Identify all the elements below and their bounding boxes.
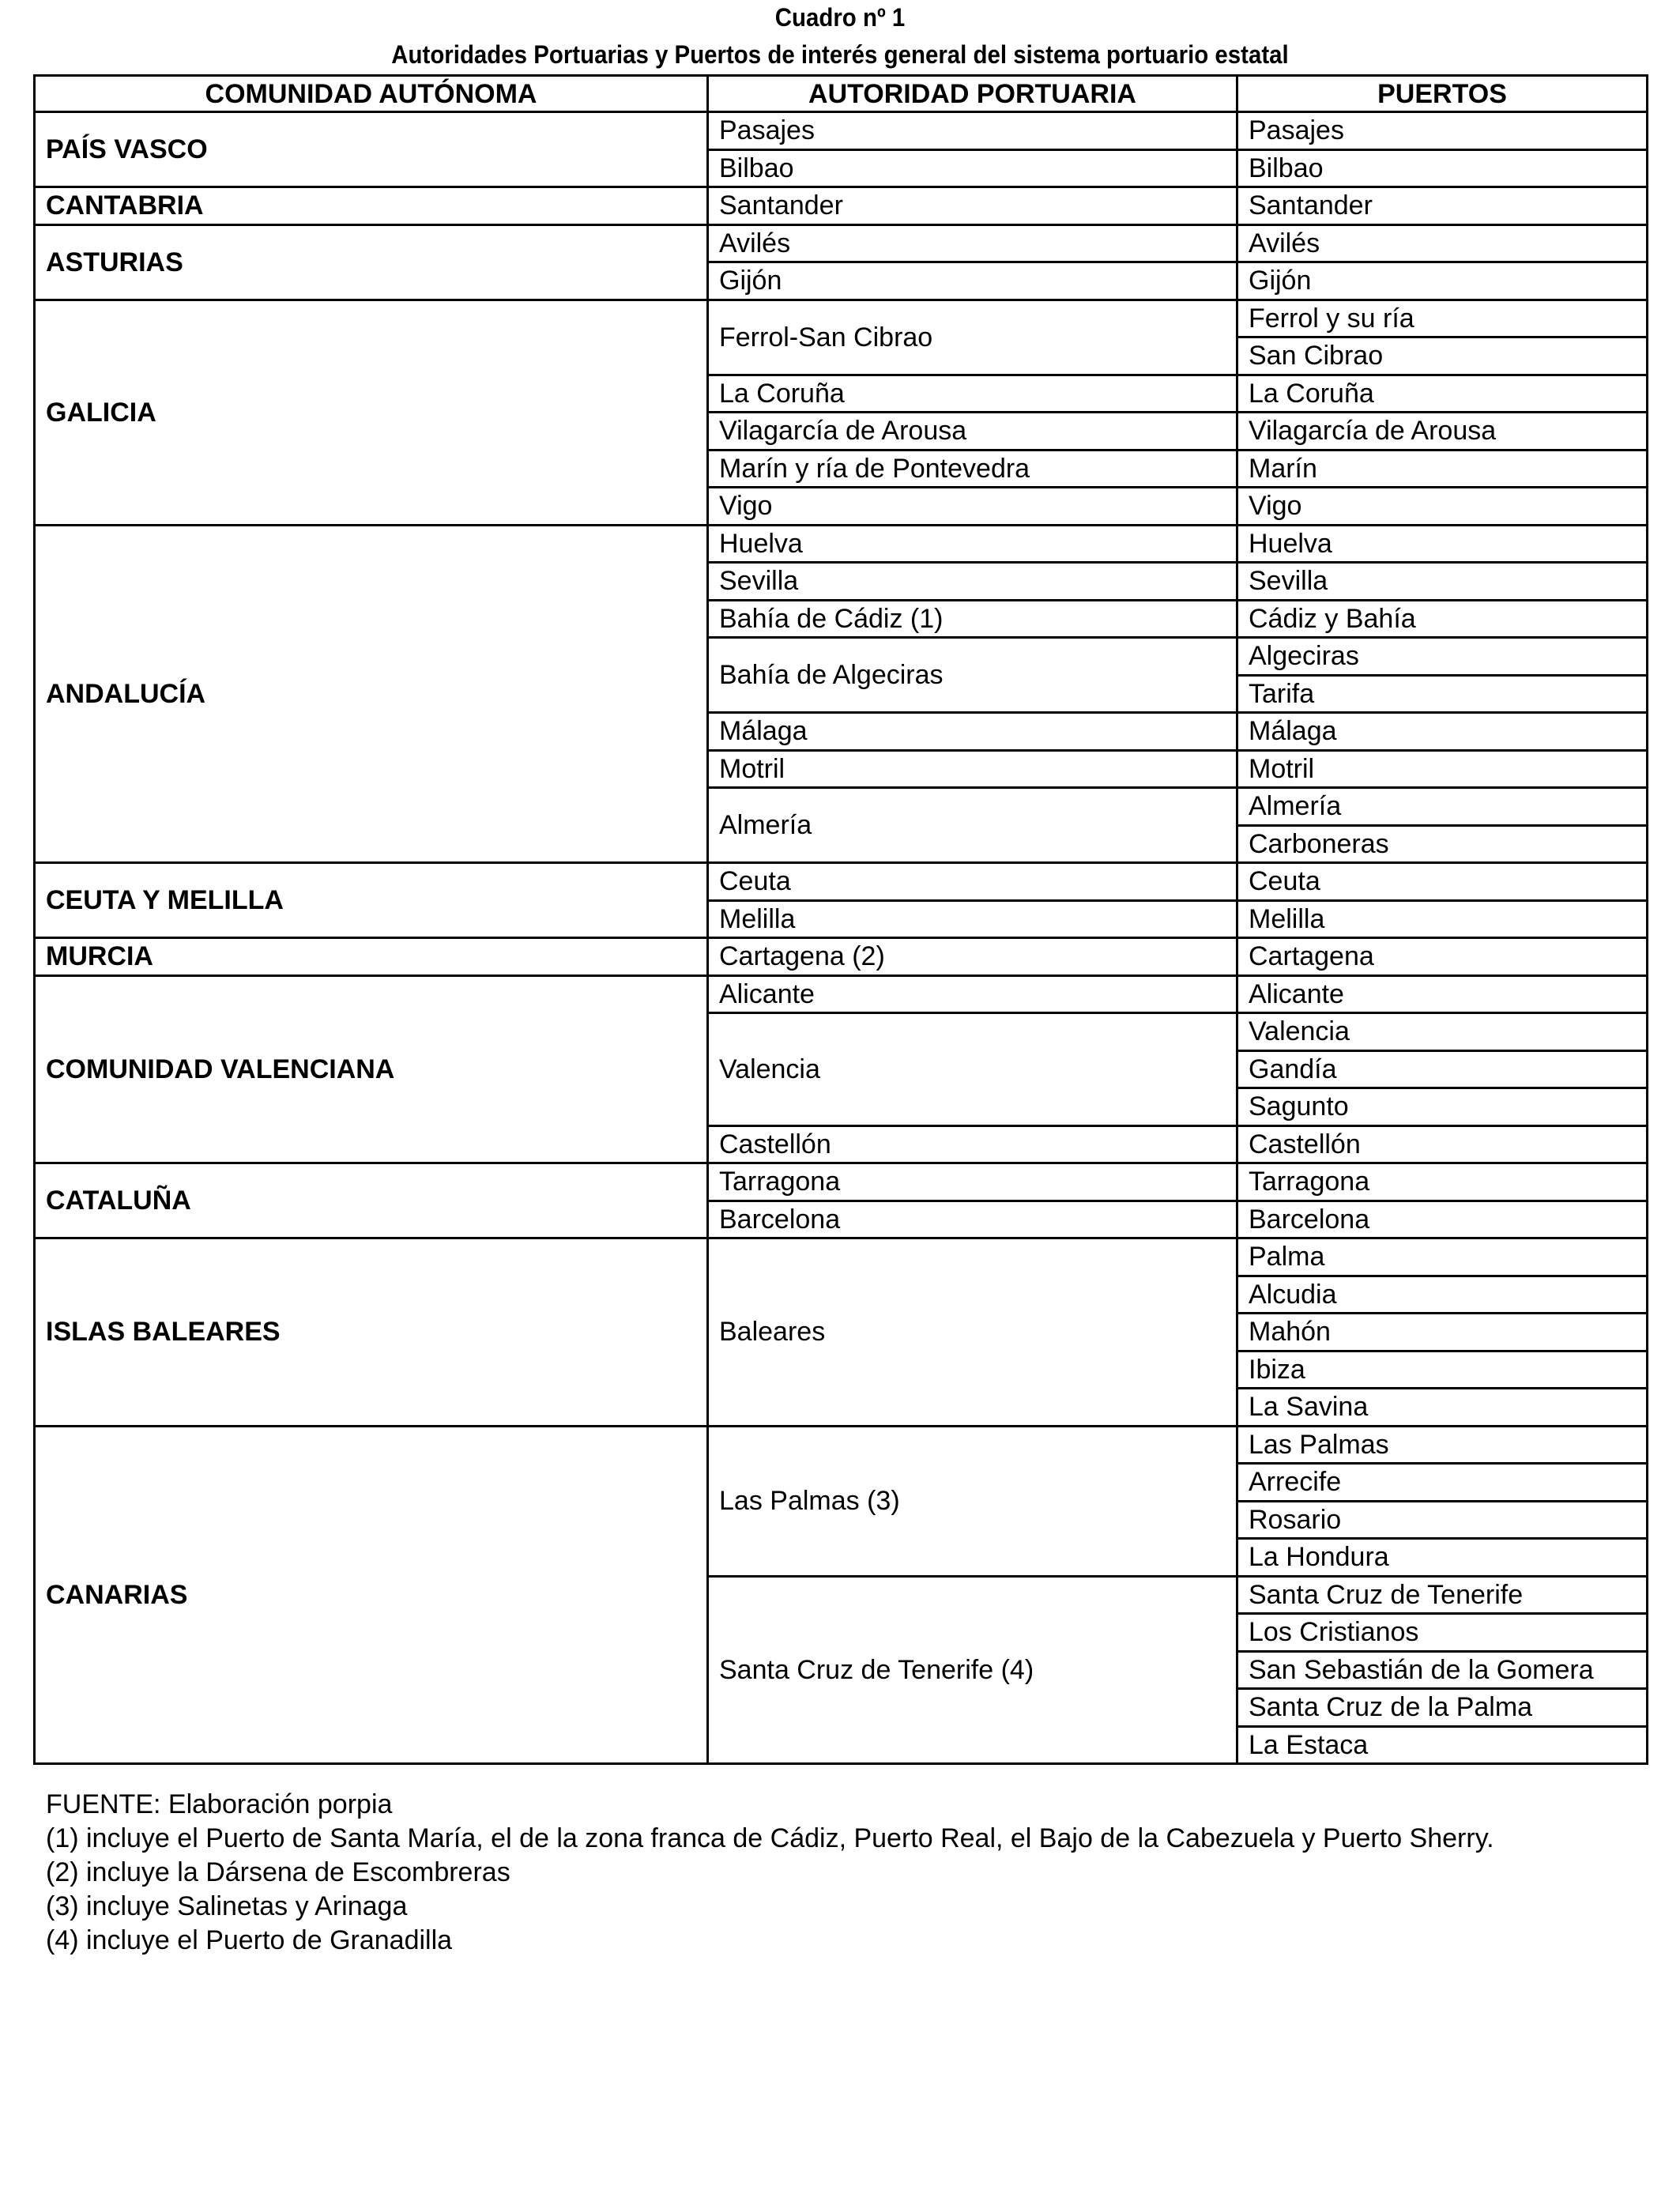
- puerto-cell: Los Cristianos: [1237, 1614, 1648, 1652]
- puerto-cell: Valencia: [1237, 1013, 1648, 1051]
- autoridad-cell: Alicante: [708, 975, 1237, 1013]
- table-row: [35, 112, 1648, 150]
- table-row: [35, 187, 1648, 225]
- puerto-cell: Ibiza: [1237, 1351, 1648, 1389]
- puerto-cell: Sagunto: [1237, 1088, 1648, 1126]
- puerto-cell: San Sebastián de la Gomera: [1237, 1651, 1648, 1689]
- autoridad-cell: Vigo: [708, 488, 1237, 526]
- comunidad-cell: ASTURIAS: [35, 224, 708, 300]
- table-body: [35, 112, 1648, 1764]
- autoridad-cell: Castellón: [708, 1125, 1237, 1163]
- footnote-source: FUENTE: Elaboración porpia: [46, 1789, 393, 1819]
- table-row: [35, 863, 1648, 901]
- puerto-cell: Almería: [1237, 788, 1648, 826]
- autoridad-cell: Huelva: [708, 525, 1237, 563]
- puerto-cell: Bilbao: [1237, 149, 1648, 187]
- table-row: [35, 1238, 1648, 1276]
- puerto-cell: Avilés: [1237, 224, 1648, 262]
- comunidad-cell: CANARIAS: [35, 1426, 708, 1764]
- puerto-cell: La Savina: [1237, 1389, 1648, 1427]
- table-row: [35, 1426, 1648, 1464]
- puerto-cell: Ferrol y su ría: [1237, 300, 1648, 337]
- puerto-cell: Gijón: [1237, 262, 1648, 300]
- puerto-cell: Arrecife: [1237, 1464, 1648, 1502]
- table-row: [35, 1163, 1648, 1201]
- ports-table: [33, 74, 1648, 1765]
- puerto-cell: Cádiz y Bahía: [1237, 600, 1648, 638]
- puerto-cell: La Coruña: [1237, 375, 1648, 413]
- puerto-cell: Gandía: [1237, 1050, 1648, 1088]
- autoridad-cell: Motril: [708, 750, 1237, 788]
- autoridad-cell: La Coruña: [708, 375, 1237, 413]
- puerto-cell: Huelva: [1237, 525, 1648, 563]
- autoridad-cell: Cartagena (2): [708, 938, 1237, 976]
- puerto-cell: Santa Cruz de Tenerife: [1237, 1576, 1648, 1614]
- comunidad-cell: CEUTA Y MELILLA: [35, 863, 708, 938]
- autoridad-cell: Santander: [708, 187, 1237, 225]
- puerto-cell: Alcudia: [1237, 1276, 1648, 1314]
- footnote-3: (3) incluye Salinetas y Arinaga: [46, 1891, 408, 1921]
- autoridad-cell: Melilla: [708, 900, 1237, 938]
- puerto-cell: Santander: [1237, 187, 1648, 225]
- puerto-cell: Carboneras: [1237, 825, 1648, 863]
- comunidad-cell: COMUNIDAD VALENCIANA: [35, 975, 708, 1163]
- puerto-cell: Rosario: [1237, 1501, 1648, 1539]
- comunidad-cell: GALICIA: [35, 300, 708, 525]
- table-row: [35, 300, 1648, 337]
- puerto-cell: La Hondura: [1237, 1539, 1648, 1577]
- table-row: [35, 224, 1648, 262]
- autoridad-cell: Bahía de Algeciras: [708, 638, 1237, 713]
- autoridad-cell: Santa Cruz de Tenerife (4): [708, 1576, 1237, 1764]
- puerto-cell: Alicante: [1237, 975, 1648, 1013]
- puerto-cell: La Estaca: [1237, 1726, 1648, 1764]
- puerto-cell: Melilla: [1237, 900, 1648, 938]
- autoridad-cell: Valencia: [708, 1013, 1237, 1126]
- puerto-cell: Vigo: [1237, 488, 1648, 526]
- footnote-1: (1) incluye el Puerto de Santa María, el de la zona franca de Cádiz, Puerto Real, el Bajo de la Cabezuela y Puerto Sherry.: [46, 1823, 1494, 1853]
- autoridad-cell: Málaga: [708, 713, 1237, 751]
- puerto-cell: Vilagarcía de Arousa: [1237, 413, 1648, 450]
- autoridad-cell: Ceuta: [708, 863, 1237, 901]
- autoridad-cell: Baleares: [708, 1238, 1237, 1427]
- puerto-cell: Palma: [1237, 1238, 1648, 1276]
- header-autoridad: AUTORIDAD PORTUARIA: [708, 76, 1237, 112]
- puerto-cell: Málaga: [1237, 713, 1648, 751]
- autoridad-cell: Gijón: [708, 262, 1237, 300]
- comunidad-cell: ISLAS BALEARES: [35, 1238, 708, 1427]
- table-row: [35, 525, 1648, 563]
- autoridad-cell: Barcelona: [708, 1201, 1237, 1238]
- autoridad-cell: Ferrol-San Cibrao: [708, 300, 1237, 375]
- table-header-row: [35, 76, 1648, 112]
- puerto-cell: Sevilla: [1237, 563, 1648, 601]
- puerto-cell: Motril: [1237, 750, 1648, 788]
- puerto-cell: Mahón: [1237, 1314, 1648, 1351]
- puerto-cell: Las Palmas: [1237, 1426, 1648, 1464]
- puerto-cell: Ceuta: [1237, 863, 1648, 901]
- autoridad-cell: Bilbao: [708, 149, 1237, 187]
- autoridad-cell: Las Palmas (3): [708, 1426, 1237, 1576]
- autoridad-cell: Vilagarcía de Arousa: [708, 413, 1237, 450]
- comunidad-cell: MURCIA: [35, 938, 708, 976]
- footnote-4: (4) incluye el Puerto de Granadilla: [46, 1925, 453, 1955]
- comunidad-cell: PAÍS VASCO: [35, 112, 708, 187]
- puerto-cell: Barcelona: [1237, 1201, 1648, 1238]
- autoridad-cell: Tarragona: [708, 1163, 1237, 1201]
- footnotes: [46, 1788, 1494, 1958]
- autoridad-cell: Bahía de Cádiz (1): [708, 600, 1237, 638]
- comunidad-cell: ANDALUCÍA: [35, 525, 708, 863]
- header-puertos: PUERTOS: [1237, 76, 1648, 112]
- autoridad-cell: Avilés: [708, 224, 1237, 262]
- puerto-cell: Pasajes: [1237, 112, 1648, 150]
- table-title: Cuadro nº 1: [774, 3, 906, 32]
- autoridad-cell: Pasajes: [708, 112, 1237, 150]
- puerto-cell: Marín: [1237, 450, 1648, 488]
- comunidad-cell: CANTABRIA: [35, 187, 708, 225]
- autoridad-cell: Sevilla: [708, 563, 1237, 601]
- puerto-cell: Tarifa: [1237, 675, 1648, 713]
- puerto-cell: San Cibrao: [1237, 337, 1648, 375]
- puerto-cell: Santa Cruz de la Palma: [1237, 1689, 1648, 1727]
- puerto-cell: Tarragona: [1237, 1163, 1648, 1201]
- table-subtitle: Autoridades Portuarias y Puertos de interés general del sistema portuario estatal: [391, 40, 1289, 69]
- table-row: [35, 975, 1648, 1013]
- puerto-cell: Algeciras: [1237, 638, 1648, 676]
- autoridad-cell: Almería: [708, 788, 1237, 863]
- table-row: [35, 938, 1648, 976]
- puerto-cell: Cartagena: [1237, 938, 1648, 976]
- comunidad-cell: CATALUÑA: [35, 1163, 708, 1238]
- puerto-cell: Castellón: [1237, 1125, 1648, 1163]
- autoridad-cell: Marín y ría de Pontevedra: [708, 450, 1237, 488]
- header-comunidad: COMUNIDAD AUTÓNOMA: [35, 76, 708, 112]
- footnote-2: (2) incluye la Dársena de Escombreras: [46, 1857, 510, 1887]
